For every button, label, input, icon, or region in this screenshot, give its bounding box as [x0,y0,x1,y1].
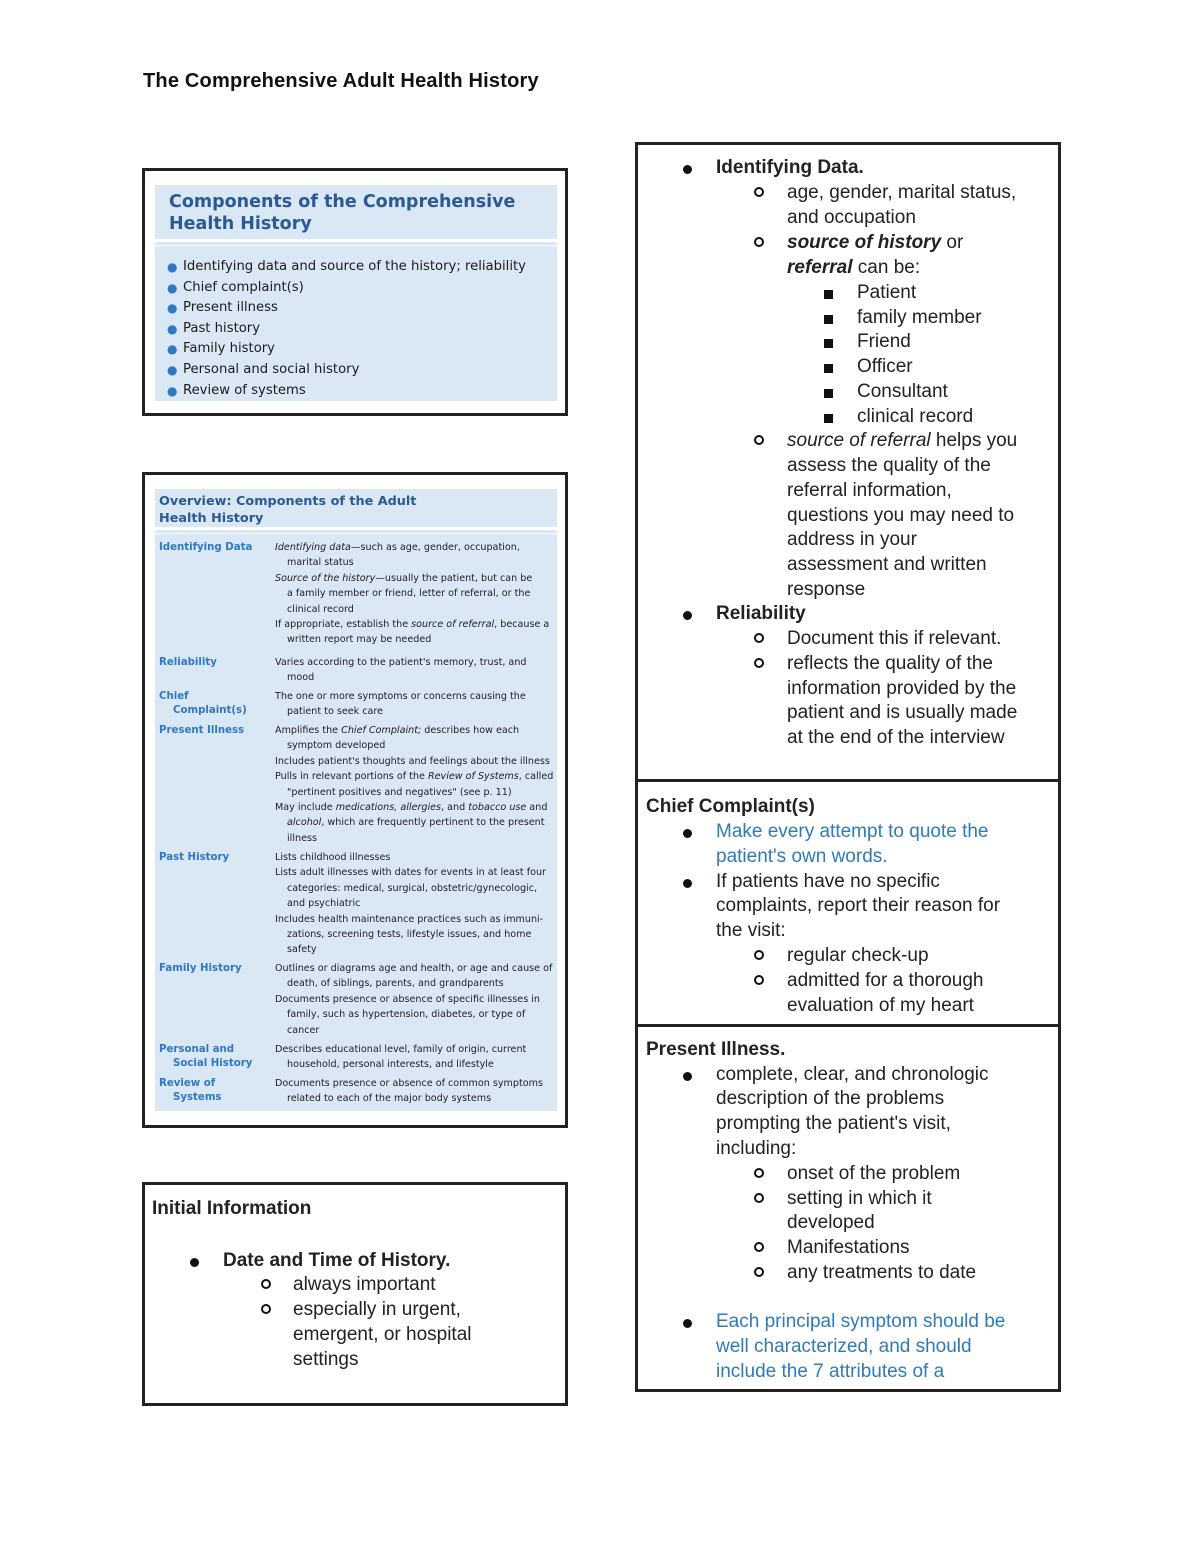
chief-complaint-box [635,779,1061,1027]
source-item: clinical record [857,405,974,427]
overview-desc-line: and psychiatric [287,898,361,910]
overview-row-desc [275,1042,553,1073]
reliability-line: patient and is usually made [787,702,1018,724]
overview-desc-line: patient to seek care [287,706,384,718]
present-illness-box [635,1024,1061,1392]
bullet-icon: ● [167,383,178,398]
reason-3: evaluation of my heart [787,995,974,1016]
bullet-circle [754,658,764,668]
initial-sub-3: emergent, or hospital [293,1324,472,1345]
referral-note-line: questions you may need to [787,504,1015,526]
divider [155,533,557,534]
initial-sub-4: settings [293,1349,359,1370]
bullet-dot [683,611,692,620]
bullet-circle [754,950,764,960]
present-sub-3: developed [787,1212,875,1233]
overview-label-line: Past History [159,852,230,863]
overview-desc-line: Includes patient's thoughts and feelings about the illness [275,755,550,767]
referral-note-line: assessment and written [787,554,987,576]
source-or: or [941,232,964,253]
bullet-icon: ● [167,321,178,336]
reliability-heading: Reliability [716,603,806,624]
if-no-line-1: If patients have no specific [716,871,940,892]
bullet-circle [754,237,764,247]
bullet-circle [754,1242,764,1252]
overview-desc-line: cancer [287,1024,320,1036]
overview-panel [155,489,557,1111]
quote-line-2: patient's own words. [716,846,888,867]
overview-desc-line: Includes health maintenance practices such as immuni- [275,913,544,925]
components-panel [155,185,557,401]
overview-title-line2: Health History [159,511,264,526]
bullet-icon: ● [167,301,178,316]
overview-desc-line: a family member or friend, letter of referral, or the [287,588,531,600]
overview-label-line: Systems [173,1092,222,1103]
overview-row-label [159,851,271,865]
component-label: Personal and social history [183,361,360,377]
overview-row-desc [275,540,553,648]
source-item: Friend [857,331,911,353]
reliability-line: information provided by the [787,677,1017,699]
date-time-heading: Date and Time of History. [223,1250,451,1271]
overview-desc-line: symptom developed [287,740,386,752]
source-item: Patient [857,282,917,303]
component-item [167,257,526,278]
overview-desc-line: safety [287,944,317,956]
components-list [167,257,526,401]
divider [155,239,557,242]
component-item [167,339,526,360]
source-of-history: source of history [787,232,942,253]
divider [155,245,557,246]
bullet-circle [754,1267,764,1277]
overview-row-label [159,1043,271,1071]
bullet-circle [754,633,764,643]
source-line [787,231,963,256]
reliability-line: at the end of the interview [787,727,1005,749]
overview-label-line: Review of [159,1078,216,1089]
overview-row-label [159,541,271,555]
component-item [167,298,526,319]
overview-row-desc [275,723,553,846]
bullet-circle [754,1168,764,1178]
overview-desc-line: Varies according to the patient's memory, trust, and [275,657,527,668]
bullet-icon: ● [167,260,178,274]
bullet-square [824,290,833,299]
overview-desc-line: Identifying data—such as age, gender, occupation, [275,542,520,553]
overview-desc-line: clinical record [287,603,354,615]
identifying-heading: Identifying Data. [716,157,864,178]
component-label: Identifying data and source of the history; reliability [183,259,526,274]
bullet-dot [190,1258,199,1267]
components-title-line2: Health History [169,214,312,234]
component-item [167,381,526,402]
overview-desc-line: The one or more symptoms or concerns causing the [275,691,526,702]
overview-desc-line: "pertinent positives and negatives" (see p. 11) [287,786,512,798]
overview-desc-line: family, such as hypertension, diabetes, or type of [287,1009,526,1021]
bullet-dot [683,165,692,174]
divider [155,527,557,530]
overview-row-desc [275,689,553,720]
referral-note-line: assess the quality of the [787,455,991,476]
bullet-circle [754,975,764,985]
reliability-line: Document this if relevant. [787,628,1002,649]
overview-row-label [159,656,271,670]
overview-desc-line: Documents presence or absence of specific illnesses in [275,993,540,1005]
if-no-line-3: the visit: [716,920,786,941]
ref-rest: helps you [930,430,1018,451]
source-item: Officer [857,356,913,378]
source-item: family member [857,306,982,328]
age-line-2: and occupation [787,207,916,228]
overview-label-line: Personal and [159,1044,235,1055]
referral: referral [787,257,853,278]
bullet-square [824,389,833,398]
overview-desc-line: written report may be needed [287,634,432,646]
age-line-1: age, gender, marital status, [787,182,1017,203]
bullet-square [824,414,833,423]
overview-box [142,472,568,1128]
component-label: Chief complaint(s) [183,279,304,295]
overview-desc-line: Source of the history—usually the patient, but can be [275,572,533,584]
principal-1: Each principal symptom should be [716,1311,1006,1332]
present-sub-2: setting in which it [787,1188,932,1209]
present-desc-3: prompting the patient's visit, [716,1113,951,1134]
referral-note-line: referral information, [787,479,952,501]
overview-desc-line: mood [287,672,315,684]
overview-desc-line: May include medications, allergies, and tobacco use and [275,802,548,814]
overview-label-line: Identifying Data [159,542,253,553]
bullet-square [824,315,833,324]
component-label: Present illness [183,300,278,316]
overview-desc-line: Pulls in relevant portions of the Review of Systems, called [275,771,554,783]
bullet-dot [683,1319,692,1328]
bullet-dot [683,829,692,838]
initial-information-box [142,1182,568,1406]
present-desc-2: description of the problems [716,1088,945,1109]
components-title-line1: Components of the Comprehensive [169,192,516,212]
bullet-square [824,364,833,373]
bullet-circle [754,435,764,445]
overview-row-desc [275,850,553,958]
overview-label-line: Present Illness [159,725,245,736]
overview-desc-line: Lists childhood illnesses [275,852,391,863]
component-label: Review of systems [183,382,306,398]
overview-row-desc [275,961,553,1038]
present-heading: Present Illness. [646,1039,786,1060]
reason-2: admitted for a thorough [787,970,984,991]
overview-desc-line: household, personal interests, and lifestyle [287,1059,494,1071]
bullet-icon: ● [167,280,178,295]
bullet-circle [754,1193,764,1203]
reliability-line: reflects the quality of the [787,652,993,674]
component-item [167,319,526,340]
present-desc-4: including: [716,1138,797,1159]
referral-line [787,256,920,281]
reason-1: regular check-up [787,945,929,966]
referral-note-line: address in your [787,529,917,551]
overview-desc-line: Describes educational level, family of origin, current [275,1044,527,1055]
overview-row-label [159,962,271,976]
overview-desc-line: Outlines or diagrams age and health, or age and cause of [275,963,553,974]
overview-label-line: Complaint(s) [173,705,247,716]
bullet-icon: ● [167,342,178,357]
overview-desc-line: death, of siblings, parents, and grandparents [287,978,504,990]
source-item: Consultant [857,380,948,402]
component-label: Family history [183,341,275,357]
overview-label-line: Chief [159,691,189,702]
principal-2: well characterized, and should [716,1336,972,1357]
overview-row-desc [275,655,553,686]
overview-desc-line: Documents presence or absence of common symptoms [275,1078,543,1089]
overview-desc-line: illness [287,832,317,844]
quote-line-1: Make every attempt to quote the [716,821,989,842]
if-no-line-2: complaints, report their reason for [716,895,1001,916]
document-title: The Comprehensive Adult Health History [143,70,539,92]
present-desc-1: complete, clear, and chronologic [716,1064,989,1085]
overview-row-label [159,690,271,718]
bullet-circle [261,1279,271,1289]
component-label: Past history [183,320,261,336]
present-sub-5: any treatments to date [787,1262,977,1283]
component-item [167,278,526,299]
initial-sub-2: especially in urgent, [293,1299,461,1320]
principal-3: include the 7 attributes of a [716,1361,945,1382]
overview-row-desc [275,1076,553,1107]
identifying-data-box [635,142,1061,782]
ref-line-0 [787,429,1017,454]
bullet-icon: ● [167,362,178,377]
overview-desc-line: categories: medical, surgical, obstetric/gynecologic, [287,882,538,894]
overview-label-line: Family History [159,963,242,974]
overview-desc-line: Lists adult illnesses with dates for events in at least four [275,867,546,879]
overview-title-line1: Overview: Components of the Adult [159,494,417,509]
bullet-dot [683,879,692,888]
overview-row-label [159,724,271,738]
source-of-referral: source of referral [787,430,931,451]
bullet-circle [754,187,764,197]
component-item [167,360,526,381]
present-sub-4: Manifestations [787,1237,910,1258]
referral-rest: can be: [852,257,921,278]
overview-desc-line: Amplifies the Chief Complaint; describes how each [275,725,520,736]
overview-title [159,493,416,527]
initial-heading: Initial Information [152,1198,312,1219]
overview-row-label [159,1077,271,1105]
overview-label-line: Reliability [159,657,217,668]
overview-desc-line: alcohol, which are frequently pertinent to the present [287,817,545,829]
overview-desc-line: related to each of the major body systems [287,1093,492,1105]
overview-desc-line: marital status [287,557,354,569]
chief-heading: Chief Complaint(s) [646,796,815,817]
overview-desc-line: If appropriate, establish the source of referral, because a [275,619,550,631]
bullet-circle [261,1304,271,1314]
components-box [142,168,568,416]
overview-desc-line: zations, screening tests, lifestyle issues, and home [287,929,532,941]
components-title [169,191,553,235]
referral-note-line: response [787,579,866,600]
present-sub-1: onset of the problem [787,1163,961,1184]
bullet-square [824,339,833,348]
bullet-dot [683,1072,692,1081]
overview-label-line: Social History [173,1058,253,1069]
initial-sub-1: always important [293,1274,436,1295]
